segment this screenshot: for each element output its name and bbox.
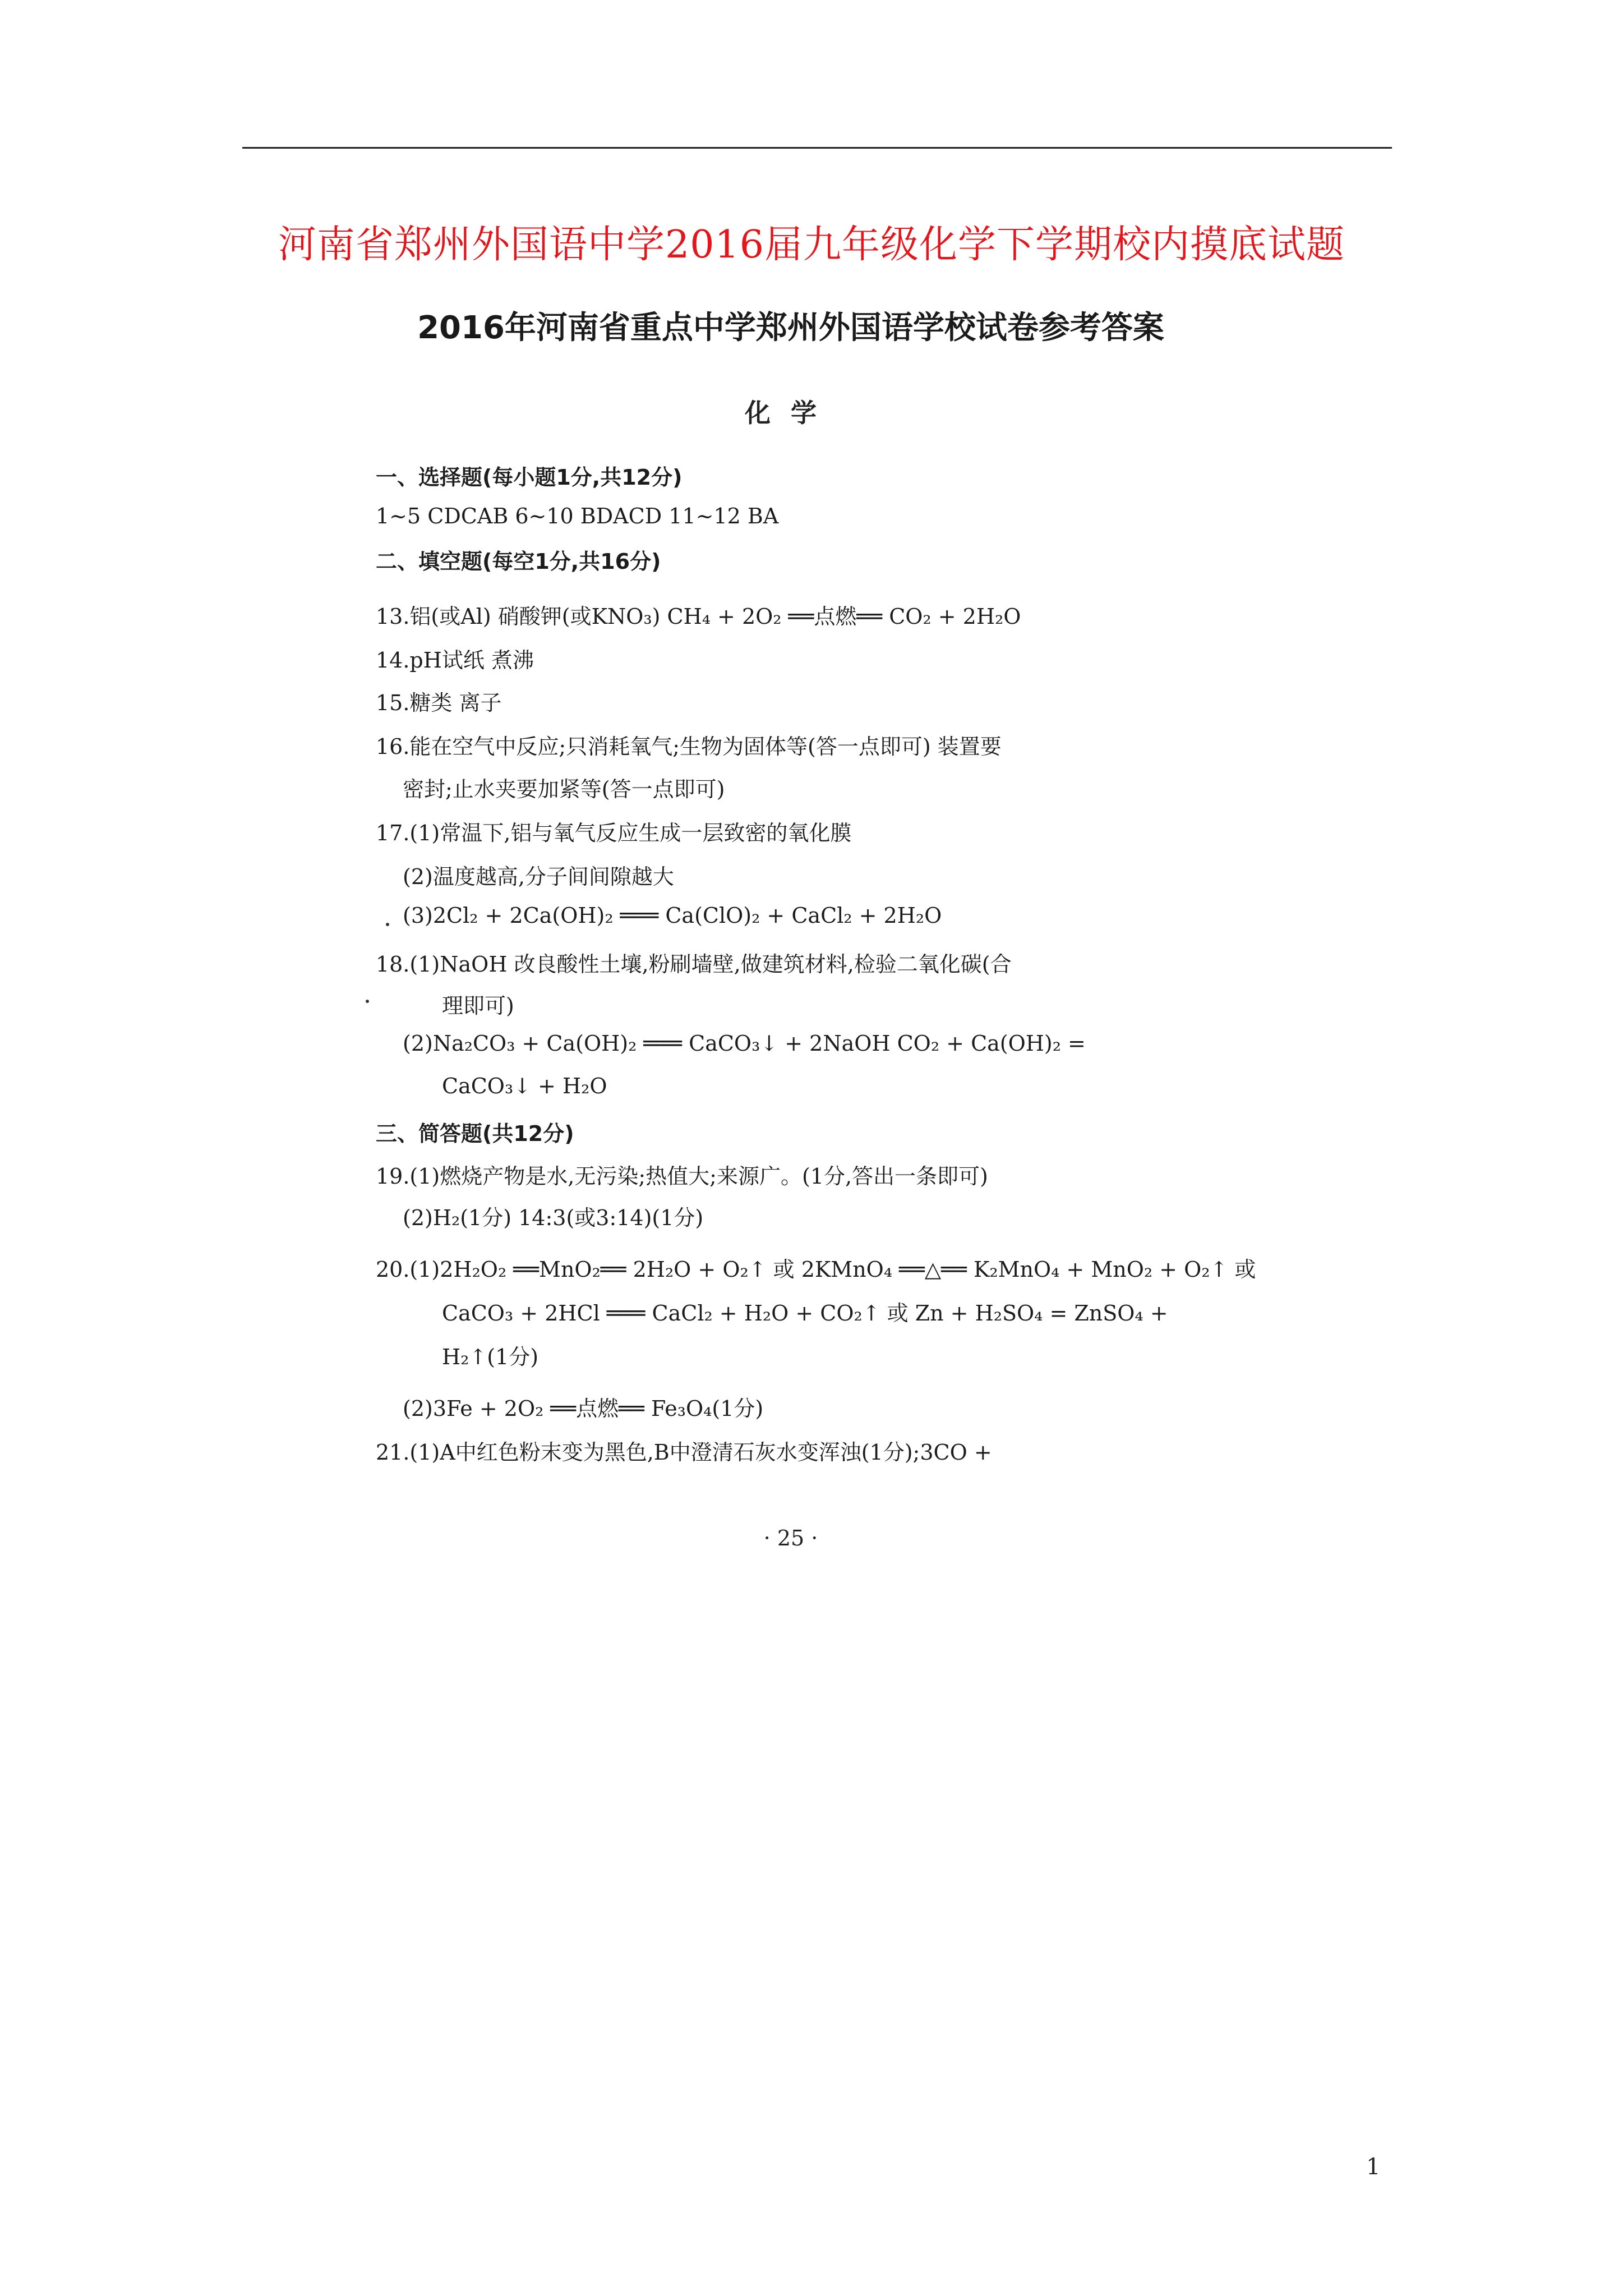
answer-sheet-title: 2016年河南省重点中学郑州外国语学校试卷参考答案 bbox=[417, 310, 1164, 346]
answer-line: (3)2Cl₂ + 2Ca(OH)₂ ═══ Ca(ClO)₂ + CaCl₂ + 2H₂O bbox=[403, 903, 942, 928]
section-heading: 三、简答题(共12分) bbox=[376, 1121, 574, 1146]
answer-line: 19.(1)燃烧产物是水,无污染;热值大;来源广。(1分,答出一条即可) bbox=[376, 1164, 988, 1189]
answer-line: 密封;止水夹要加紧等(答一点即可) bbox=[403, 777, 725, 802]
answer-line: 18.(1)NaOH 改良酸性土壤,粉刷墙壁,做建筑材料,检验二氧化碳(合 bbox=[376, 952, 1012, 977]
answer-line: CaCO₃ + 2HCl ═══ CaCl₂ + H₂O + CO₂↑ 或 Zn + H₂SO₄ = ZnSO₄ + bbox=[442, 1301, 1168, 1326]
document-title: 河南省郑州外国语中学2016届九年级化学下学期校内摸底试题 bbox=[278, 223, 1345, 267]
answer-line: 理即可) bbox=[442, 993, 514, 1018]
answer-line: 15.糖类 离子 bbox=[376, 691, 502, 715]
answer-line: 17.(1)常温下,铝与氧气反应生成一层致密的氧化膜 bbox=[376, 821, 852, 845]
answer-line: 13.铝(或Al) 硝酸钾(或KNO₃) CH₄ + 2O₂ ══点燃══ CO₂ + 2H₂O bbox=[376, 604, 1021, 629]
subject-heading: 化学 bbox=[745, 398, 837, 428]
answer-line: H₂↑(1分) bbox=[442, 1345, 539, 1369]
section-heading: 二、填空题(每空1分,共16分) bbox=[376, 549, 661, 574]
answer-line: 21.(1)A中红色粉末变为黑色,B中澄清石灰水变浑浊(1分);3CO + bbox=[376, 1440, 992, 1465]
answer-line: CaCO₃↓ + H₂O bbox=[442, 1074, 607, 1098]
answer-line: (2)3Fe + 2O₂ ══点燃══ Fe₃O₄(1分) bbox=[403, 1396, 764, 1421]
scan-speck bbox=[386, 923, 389, 926]
page-number: 1 bbox=[1366, 2154, 1381, 2180]
scanned-answer-sheet bbox=[359, 280, 1256, 1593]
answer-line: 16.能在空气中反应;只消耗氧气;生物为固体等(答一点即可) 装置要 bbox=[376, 734, 1002, 759]
section-heading: 一、选择题(每小题1分,共12分) bbox=[376, 465, 683, 490]
answer-line: (2)H₂(1分) 14:3(或3:14)(1分) bbox=[403, 1205, 704, 1230]
header-rule bbox=[242, 147, 1392, 149]
answer-line: 1~5 CDCAB 6~10 BDACD 11~12 BA bbox=[376, 504, 779, 528]
answer-line: 20.(1)2H₂O₂ ══MnO₂══ 2H₂O + O₂↑ 或 2KMnO₄ ══△══ K₂MnO₄ + MnO₂ + O₂↑ 或 bbox=[376, 1257, 1256, 1282]
scan-speck bbox=[366, 1000, 369, 1003]
answer-line: (2)温度越高,分子间间隙越大 bbox=[403, 864, 674, 889]
answer-line: (2)Na₂CO₃ + Ca(OH)₂ ═══ CaCO₃↓ + 2NaOH CO₂ + Ca(OH)₂ = bbox=[403, 1031, 1086, 1056]
scan-page-number: · 25 · bbox=[763, 1526, 818, 1550]
answer-line: 14.pH试纸 煮沸 bbox=[376, 648, 534, 673]
